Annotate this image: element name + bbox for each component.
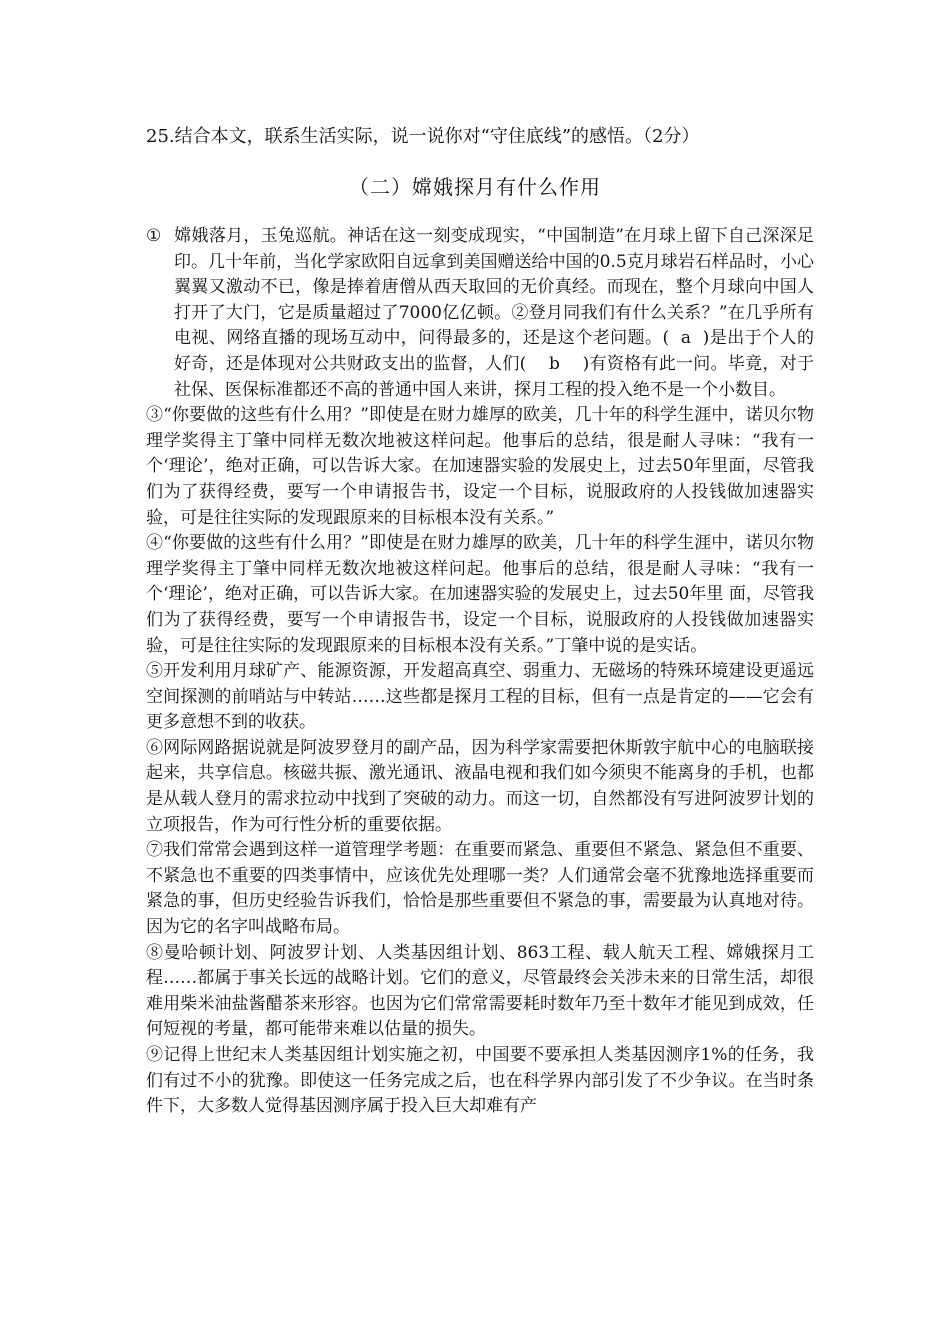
article-body: [146, 224, 814, 1120]
paragraph-text: 曼哈顿计划、阿波罗计划、人类基因组计划、863工程、载人航天工程、嫦娥探月工程……都属于事关长远的战略计划。它们的意义，尽管最终会关涉未来的日常生活，却很难用柴米油盐酱醋茶来形容。也因为它们常常需要耗时数年乃至十数年才能见到成效，任何短视的考量，都可能带来难以估量的损失。: [146, 942, 814, 1040]
section-title: （二）嫦娥探月有什么作用: [349, 175, 601, 199]
paragraph-6: [146, 736, 814, 838]
paragraph-text: 网际网路据说就是阿波罗登月的副产品，因为科学家需要把休斯敦宇航中心的电脑联接起来，共享信息。核磁共振、激光通讯、液晶电视和我们如今须臾不能离身的手机，也都是从载人登月的需求拉动中找到了突破的动力。而这一切，自然都没有写进阿波罗计划的立项报告，作为可行性分析的重要依据。: [146, 737, 815, 835]
paragraph-number: ⑧: [146, 942, 164, 963]
paragraph-number: ⑨: [146, 1045, 164, 1065]
paragraph-1: [146, 224, 814, 403]
paragraph-text: 记得上世纪末人类基因组计划实施之初，中国要不要承担人类基因测序1%的任务，我们有过不小的犹豫。即使这一任务完成之后，也在科学界内部引发了不少争议。在当时条件下，大多数人觉得基因测序属于投入巨大却难有产: [146, 1045, 815, 1117]
blank-a: a: [669, 328, 703, 349]
paragraph-3: [146, 403, 814, 531]
paragraph-text: “你要做的这些有什么用？”即使是在财力雄厚的欧美，几十年的科学生涯中，诺贝尔物理学奖得主丁肇中同样无数次地被这样问起。他事后的总结，很是耐人寻味：“我有一个‘理论’，绝对正确，可以告诉大家。在加速器实验的发展史上，过去50年里 面，尽管我们为了获得经费，要写一个申请报告书，设定一个目标，说服政府的人投钱做加速器实验，可是往往实际的发现跟原来的目标根本没有关系。”丁肇中说的是实话。: [146, 533, 814, 656]
paragraph-8: [146, 941, 814, 1043]
paragraph-text: 嫦娥落月，玉兔巡航。神话在这一刻变成现实，“中国制造”在月球上留下自己深深足印。几十年前，当化学家欧阳自远拿到美国赠送给中国的0.5克月球岩石样品时，小心翼翼又激动不已，像是捧着唐僧从西天取回的无价真经。而现在，整个月球向中国人打开了大门，它是质量超过了7000亿亿顿。②登月同我们有什么关系？”在几乎所有电视、网络直播的现场互动中，问得最多的，还是这个老问题。(: [174, 226, 814, 349]
blank-b: b: [526, 353, 583, 374]
paragraph-5: [146, 659, 814, 736]
paragraph-number: ①: [146, 226, 162, 246]
paragraph-7: [146, 838, 814, 940]
paragraph-number: ④: [146, 533, 164, 554]
paragraph-text: 我们常常会遇到这样一道管理学考题：在重要而紧急、重要但不紧急、紧急但不重要、不紧急也不重要的四类事情中，应该优先处理哪一类？人们通常会毫不犹豫地选择重要而紧急的事，但历史经验告诉我们，恰恰是那些重要但不紧急的事，需要最为认真地对待。因为它的名字叫战略布局。: [146, 840, 815, 938]
question-text: 25.结合本文，联系生活实际，说一说你对“守住底线”的感悟。（2分）: [146, 126, 700, 147]
paragraph-4: [146, 531, 814, 659]
paragraph-number: ⑤: [146, 661, 164, 682]
question-25: [146, 124, 846, 150]
paragraph-9: [146, 1043, 814, 1120]
paragraph-number: ③: [146, 405, 164, 426]
paragraph-text: 开发利用月球矿产、能源资源，开发超高真空、弱重力、无磁场的特殊环境建设更遥远空间探测的前哨站与中转站……这些都是探月工程的目标，但有一点是肯定的——它会有更多意想不到的收获。: [146, 661, 815, 733]
paragraph-text-2: )是出于个人的好奇，还是体现对公共财政支出的监督，人们(: [174, 328, 814, 374]
paragraph-text-3: )有资格有此一问。毕竟，对于社保、医保标准都还不高的普通中国人来讲，探月工程的投入绝不是一个小数目。: [174, 353, 814, 400]
paragraph-number: ⑦: [146, 840, 164, 861]
paragraph-text: “你要做的这些有什么用？”即使是在财力雄厚的欧美，几十年的科学生涯中，诺贝尔物理学奖得主丁肇中同样无数次地被这样问起。他事后的总结，很是耐人寻味：“我有一个‘理论’，绝对正确，可以告诉大家。在加速器实验的发展史上，过去50年里面，尽管我们为了获得经费，要写一个申请报告书，设定一个目标，说服政府的人投钱做加速器实验，可是往往实际的发现跟原来的目标根本没有关系。”: [146, 405, 814, 528]
paragraph-number: ⑥: [146, 737, 164, 758]
